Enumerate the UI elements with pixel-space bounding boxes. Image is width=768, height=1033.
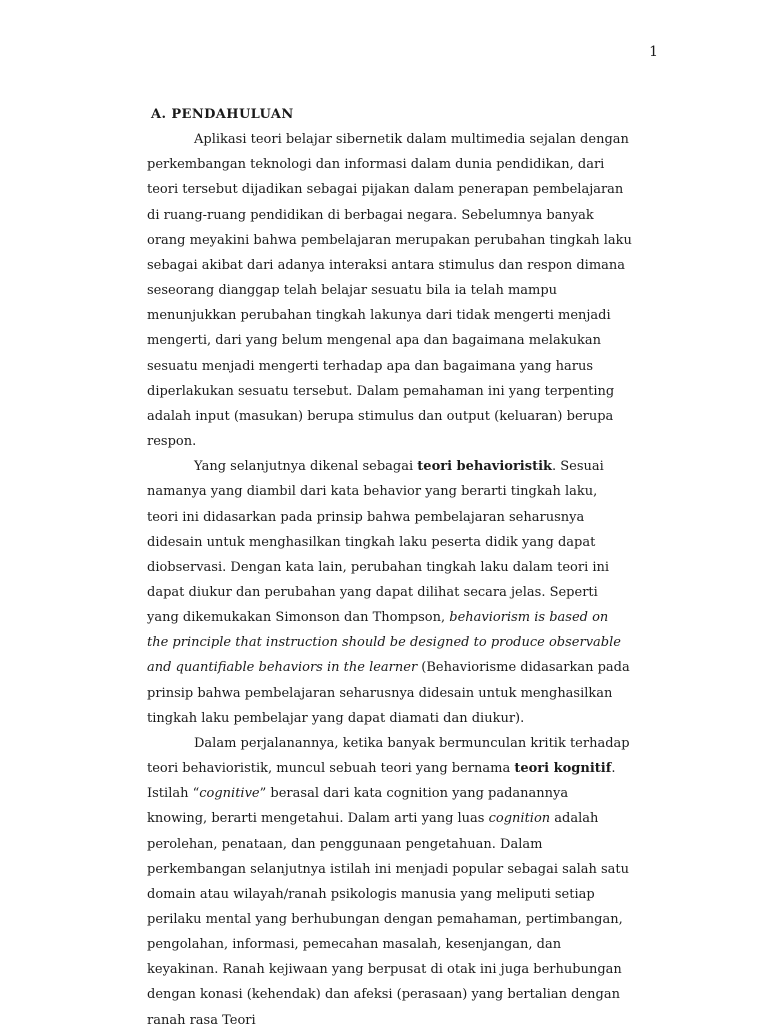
paragraph-2: [147, 454, 632, 731]
paragraph-text: Dalam perjalanannya, ketika banyak bermunculan kritik terhadap teori behavioristik, muncul sebuah teori yang bernama: [147, 735, 630, 777]
paragraph-text: (Behaviorisme didasarkan pada prinsip bahwa pembelajaran seharusnya didesain untuk menghasilkan tingkah laku pembelajar yang dapat diamati dan diukur).: [147, 660, 630, 726]
paragraph-1: [147, 127, 632, 454]
section-heading: A. PENDAHULUAN: [151, 107, 294, 122]
italic-term-cognition: cognition: [488, 811, 551, 827]
paragraph-text: . Sesuai namanya yang diambil dari kata behavior yang berarti tingkah laku, teori ini didasarkan pada prinsip bahwa pembelajaran seharusnya didesain untuk menghasilkan tingkah laku peserta didik yang dapat diobservasi. Dengan kata lain, perubahan tingkah laku dalam teori ini dapat diukur dan perubahan yang dapat dilihat secara jelas. Seperti yang dikemukakan Simonson dan Thompson,: [147, 459, 610, 626]
bold-term-kognitif: teori kognitif: [514, 761, 612, 777]
paragraph-text: Aplikasi teori belajar sibernetik dalam multimedia sejalan dengan perkembangan teknologi dan informasi dalam dunia pendidikan, dari teori tersebut dijadikan sebagai pijakan dalam penerapan pembelajaran di ruang-ruang pendidikan di berbagai negara. Sebelumnya banyak orang meyakini bahwa pembelajaran merupakan perubahan tingkah laku sebagai akibat dari adanya interaksi antara stimulus dan respon dimana seseorang dianggap telah belajar sesuatu bila ia telah mampu menunjukkan perubahan tingkah lakunya dari tidak mengerti menjadi mengerti, dari yang belum mengenal apa dan bagaimana melakukan sesuatu menjadi mengerti terhadap apa dan bagaimana yang harus diperlakukan sesuatu tersebut. Dalam pemahaman ini yang terpenting adalah input (masukan) berupa stimulus dan output (keluaran) berupa respon.: [147, 132, 632, 450]
paragraph-text: . Istilah “: [147, 761, 616, 802]
bold-term-behavioristik: teori behavioristik: [417, 459, 553, 475]
paragraph-text: ” berasal dari kata cognition yang padanannya knowing, berarti mengetahui. Dalam arti yang luas: [147, 786, 569, 827]
italic-term-cognitive: cognitive: [199, 786, 260, 802]
italic-quote: behaviorism is based on the principle that instruction should be designed to produce observable and quantifiable behaviors in the learner: [147, 610, 621, 676]
paragraph-3: [147, 731, 632, 1033]
document-body: [147, 102, 632, 1033]
page-number: 1: [649, 44, 658, 60]
paragraph-text: Yang selanjutnya dikenal sebagai: [194, 459, 418, 475]
paragraph-text: adalah perolehan, penataan, dan penggunaan pengetahuan. Dalam perkembangan selanjutnya istilah ini menjadi popular sebagai salah satu domain atau wilayah/ranah psikologis manusia yang meliputi setiap perilaku mental yang berhubungan dengan pemahaman, pertimbangan, pengolahan, informasi, pemecahan masalah, kesenjangan, dan keyakinan. Ranah kejiwaan yang berpusat di otak ini juga berhubungan dengan konasi (kehendak) dan afeksi (perasaan) yang bertalian dengan ranah rasa Teori: [147, 811, 630, 1028]
